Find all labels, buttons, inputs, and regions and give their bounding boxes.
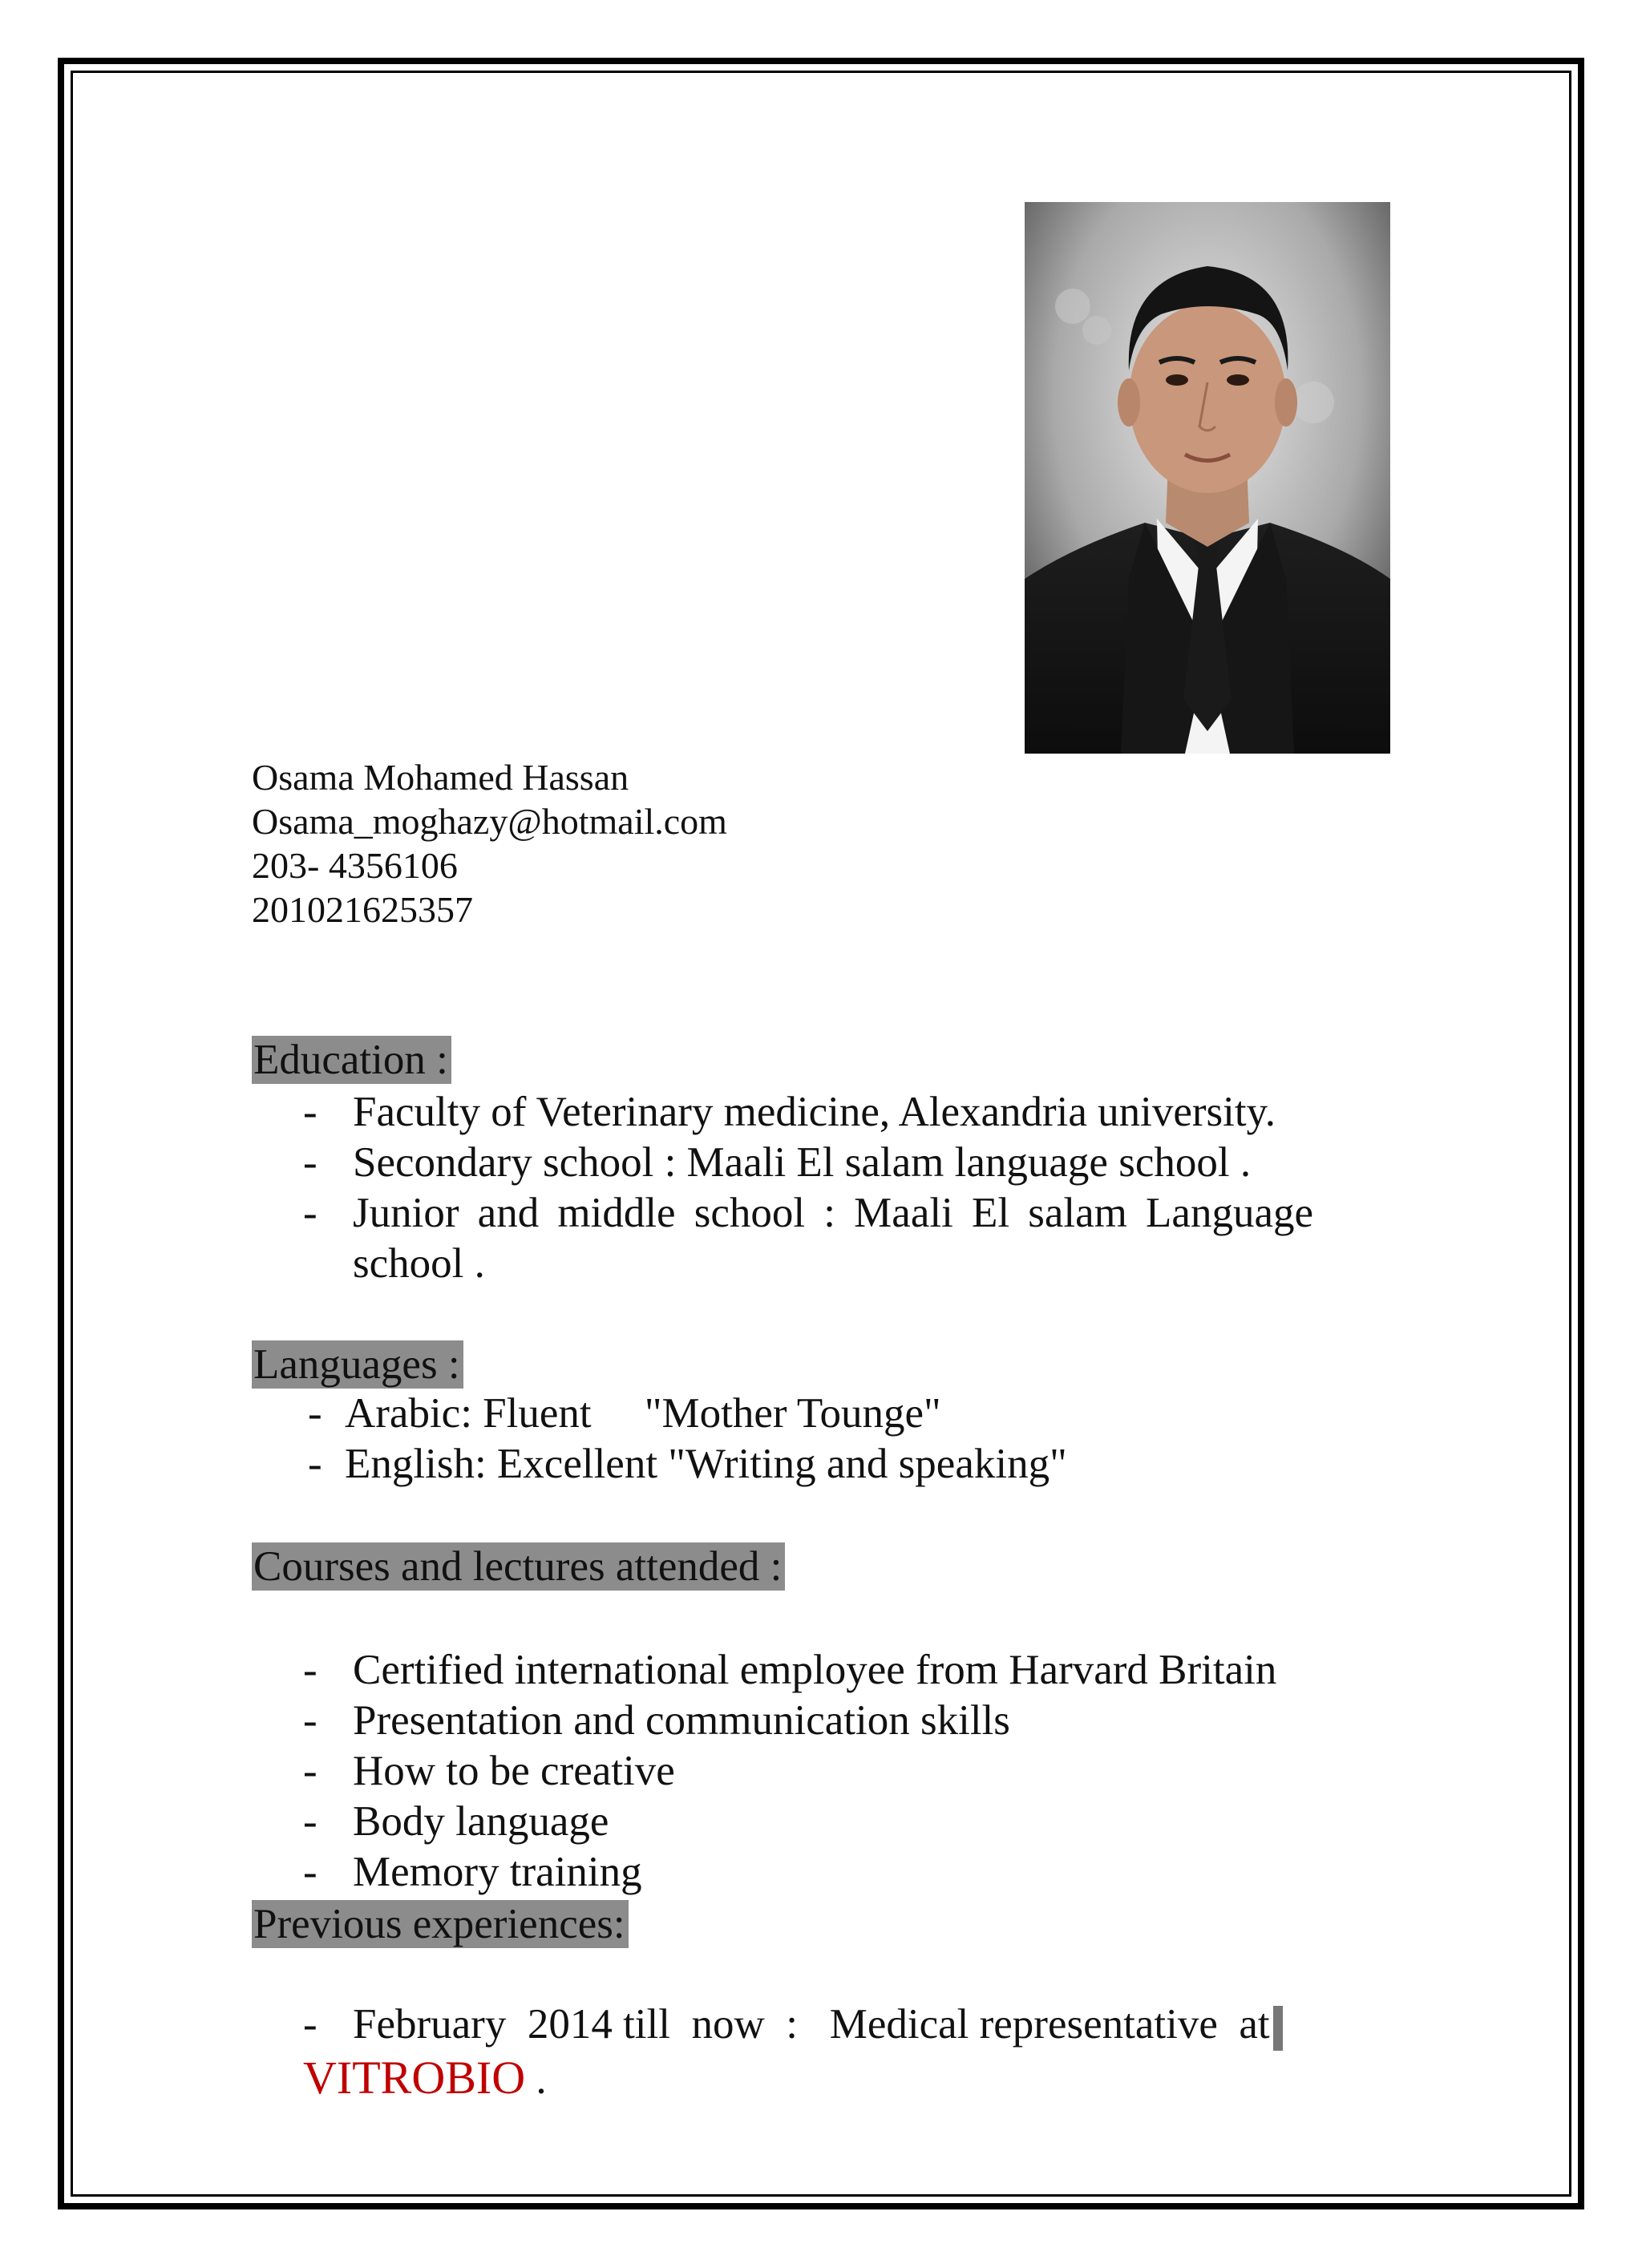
experience-company-line (303, 2052, 1283, 2105)
courses-heading: Courses and lectures attended : (252, 1542, 785, 1591)
list-item-text: February 2014 till now : Medical representative at (353, 2001, 1270, 2048)
list-item-text: Secondary school : Maali El salam language school . (353, 1139, 1252, 1186)
contact-mobile: 201021625357 (252, 889, 473, 930)
bullet-dash: - (308, 1441, 322, 1487)
education-list (303, 1087, 1313, 1289)
bullet-dash: - (303, 2001, 317, 2048)
list-item (303, 1847, 1276, 1898)
list-item-text: Body language (353, 1798, 609, 1845)
contact-phone: 203- 4356106 (252, 845, 458, 886)
experience-heading: Previous experiences: (252, 1900, 629, 1948)
list-item (303, 1188, 1313, 1239)
list-item (303, 1999, 1283, 2051)
list-item (303, 1746, 1276, 1797)
list-item-text: English: Excellent "Writing and speaking" (345, 1441, 1067, 1487)
experience-list (303, 1999, 1283, 2105)
list-item-text: Certified international employee from Harvard Britain (353, 1647, 1277, 1693)
languages-heading: Languages : (252, 1340, 463, 1389)
list-item (303, 1138, 1313, 1188)
bullet-dash: - (303, 1849, 317, 1895)
education-heading: Education : (252, 1036, 451, 1084)
company-name: VITROBIO (303, 2051, 526, 2104)
bullet-dash: - (303, 1697, 317, 1744)
list-item (303, 1645, 1276, 1696)
highlight-mark (1273, 2006, 1283, 2051)
bullet-dash: - (303, 1748, 317, 1794)
profile-photo (1025, 202, 1390, 754)
bullet-dash: - (303, 1798, 317, 1845)
bullet-dash: - (303, 1139, 317, 1186)
contact-name: Osama Mohamed Hassan (252, 757, 629, 798)
list-item (303, 1797, 1276, 1847)
list-item-text: Memory training (353, 1849, 642, 1895)
list-item-text: school . (353, 1240, 485, 1287)
list-item (303, 1696, 1276, 1746)
contact-email: Osama_moghazy@hotmail.com (252, 801, 727, 842)
list-item (308, 1389, 1067, 1439)
bullet-dash: - (303, 1647, 317, 1693)
list-item-text: Faculty of Veterinary medicine, Alexandria university. (353, 1089, 1276, 1135)
company-suffix: . (525, 2056, 547, 2103)
list-item-continuation (303, 1239, 1313, 1289)
list-item-text: Arabic: Fluent "Mother Tounge" (345, 1390, 941, 1437)
bullet-dash: - (303, 1190, 317, 1236)
courses-list (303, 1645, 1276, 1898)
list-item (303, 1087, 1313, 1138)
list-item-text: How to be creative (353, 1748, 675, 1794)
list-item-text: Junior and middle school : Maali El salam Language (353, 1190, 1313, 1236)
bullet-dash: - (303, 1089, 317, 1135)
list-item-text: Presentation and communication skills (353, 1697, 1010, 1744)
list-item (308, 1439, 1067, 1490)
contact-block (252, 755, 727, 932)
bullet-dash: - (308, 1390, 322, 1437)
languages-list (308, 1389, 1067, 1490)
